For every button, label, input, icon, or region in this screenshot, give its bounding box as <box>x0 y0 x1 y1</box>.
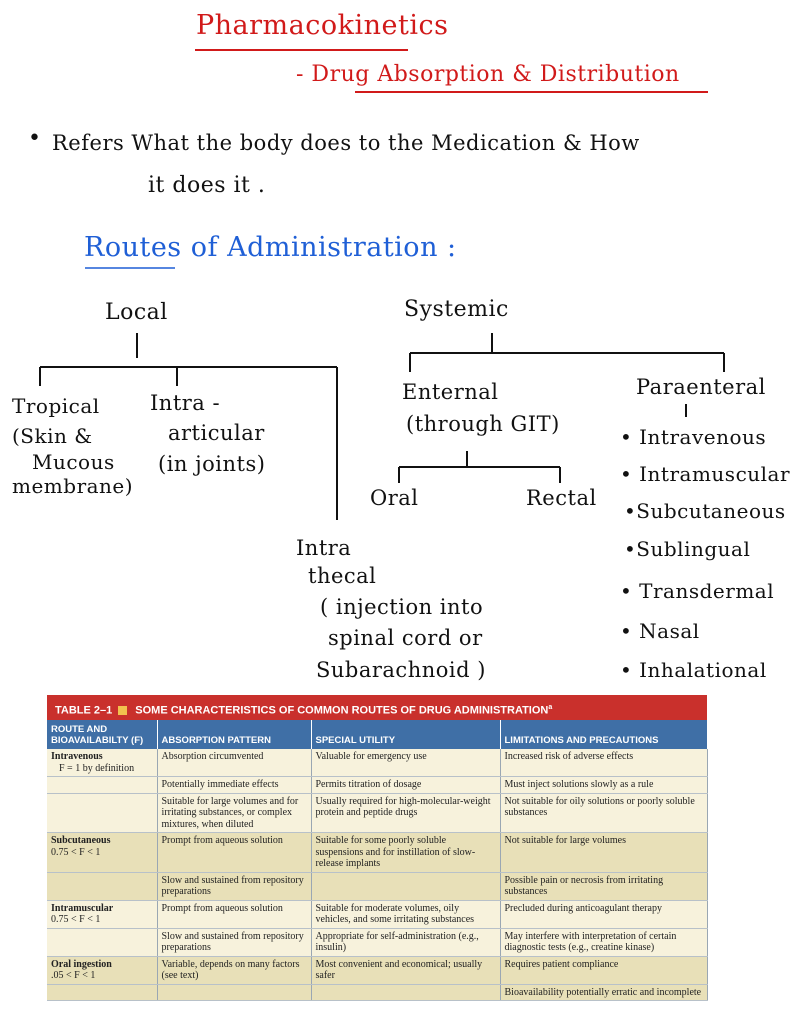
limitations-cell: Bioavailability potentially erratic and incomplete <box>500 984 707 1001</box>
route-name: Intramuscular <box>51 902 114 914</box>
bioavailability: 0.75 < F < 1 <box>51 914 101 925</box>
absorption-cell: Slow and sustained from repository preparations <box>157 928 311 956</box>
table-row <box>47 900 707 928</box>
limitations-cell: Must inject solutions slowly as a rule <box>500 777 707 794</box>
square-icon <box>118 706 127 715</box>
absorption-cell: Suitable for large volumes and for irritating substances, or complex mixtures, when diluted <box>157 793 311 833</box>
absorption-cell: Absorption circumvented <box>157 749 311 777</box>
intrathecal-line4: spinal cord or <box>328 626 483 650</box>
intrathecal-line2: thecal <box>308 564 377 588</box>
enteral-detail: (through GIT) <box>406 412 560 436</box>
absorption-cell: Prompt from aqueous solution <box>157 900 311 928</box>
intrathecal-line5: Subarachnoid ) <box>316 658 486 682</box>
parenteral-item: • Inhalational <box>620 658 767 682</box>
tropical-mucous: Mucous <box>32 450 115 474</box>
definition-line-2: it does it . <box>148 173 266 198</box>
table-row <box>47 793 707 833</box>
utility-cell: Suitable for moderate volumes, oily vehicles, and some irritating substances <box>311 900 500 928</box>
table-row <box>47 749 707 777</box>
route-name: Oral ingestion <box>51 958 112 970</box>
parenteral-item: • Intravenous <box>620 425 767 449</box>
absorption-cell: Variable, depends on many factors (see text) <box>157 956 311 984</box>
parenteral-item: •Sublingual <box>624 537 751 561</box>
table-row <box>47 928 707 956</box>
limitations-cell: Increased risk of adverse effects <box>500 749 707 777</box>
column-header: ROUTE AND BIOAVAILABILTY (F) <box>47 720 157 749</box>
column-header: SPECIAL UTILITY <box>311 720 500 749</box>
absorption-cell: Prompt from aqueous solution <box>157 833 311 873</box>
routes-heading: Routes of Administration : <box>84 232 457 263</box>
bioavailability: F = 1 by definition <box>59 762 135 774</box>
utility-cell: Valuable for emergency use <box>311 749 500 777</box>
parenteral-item: • Transdermal <box>620 579 775 603</box>
parenteral-item: • Nasal <box>620 619 700 643</box>
intrathecal-line1: Intra <box>296 536 352 560</box>
column-header: LIMITATIONS AND PRECAUTIONS <box>500 720 707 749</box>
routes-table <box>47 695 707 1024</box>
rectal-label: Rectal <box>526 486 597 510</box>
limitations-cell: Not suitable for large volumes <box>500 833 707 873</box>
table-grid <box>47 720 708 1001</box>
table-row <box>47 956 707 984</box>
table-number: TABLE 2–1 <box>55 704 113 717</box>
local-label: Local <box>105 300 168 325</box>
utility-cell: Most convenient and economical; usually safer <box>311 956 500 984</box>
bioavailability: 0.75 < F < 1 <box>51 846 101 858</box>
systemic-label: Systemic <box>404 297 509 322</box>
parenteral-label: Paraenteral <box>636 375 766 399</box>
table-row <box>47 833 707 873</box>
limitations-cell: May interfere with interpretation of certain diagnostic tests (e.g., creatine kinase) <box>500 928 707 956</box>
tropical-label: Tropical <box>12 394 100 418</box>
tropical-skin: (Skin & <box>12 424 93 448</box>
parenteral-item: • Intramuscular <box>620 462 790 486</box>
limitations-cell: Requires patient compliance <box>500 956 707 984</box>
limitations-cell: Precluded during anticoagulant therapy <box>500 900 707 928</box>
table-row <box>47 872 707 900</box>
parenteral-item: •Subcutaneous <box>624 499 786 523</box>
route-name: Subcutaneous <box>51 835 111 846</box>
limitations-cell: Not suitable for oily solutions or poorly soluble substances <box>500 793 707 833</box>
table-row <box>47 984 707 1001</box>
table-title-bar <box>47 695 707 720</box>
definition-line-1: Refers What the body does to the Medication & How <box>52 131 640 155</box>
enteral-label: Enternal <box>402 380 499 404</box>
intra-articular-line2: articular <box>168 421 265 445</box>
page-subtitle: - Drug Absorption & Distribution <box>296 62 680 87</box>
tropical-membrane: membrane) <box>12 474 134 498</box>
limitations-cell: Possible pain or necrosis from irritating substances <box>500 872 707 900</box>
table-row <box>47 777 707 794</box>
intrathecal-line3: ( injection into <box>320 595 484 619</box>
utility-cell: Suitable for some poorly soluble suspensions and for instillation of slow-release implants <box>311 833 500 873</box>
bullet-dot: • <box>28 126 42 151</box>
utility-cell: Usually required for high-molecular-weight protein and peptide drugs <box>311 793 500 833</box>
utility-cell <box>311 872 500 900</box>
bioavailability: .05 < F < 1 <box>51 970 96 981</box>
oral-label: Oral <box>370 486 419 510</box>
absorption-cell: Slow and sustained from repository preparations <box>157 872 311 900</box>
column-header: ABSORPTION PATTERN <box>157 720 311 749</box>
route-name: Intravenous <box>51 751 103 762</box>
utility-cell: Appropriate for self-administration (e.g., insulin) <box>311 928 500 956</box>
table-title: SOME CHARACTERISTICS OF COMMON ROUTES OF DRUG ADMINISTRATION <box>135 704 549 717</box>
utility-cell: Permits titration of dosage <box>311 777 500 794</box>
page-title: Pharmacokinetics <box>196 10 449 41</box>
absorption-cell: Potentially immediate effects <box>157 777 311 794</box>
intra-articular-line3: (in joints) <box>158 452 266 476</box>
intra-articular-line1: Intra - <box>150 391 221 415</box>
table-footnote-mark: a <box>548 704 553 711</box>
